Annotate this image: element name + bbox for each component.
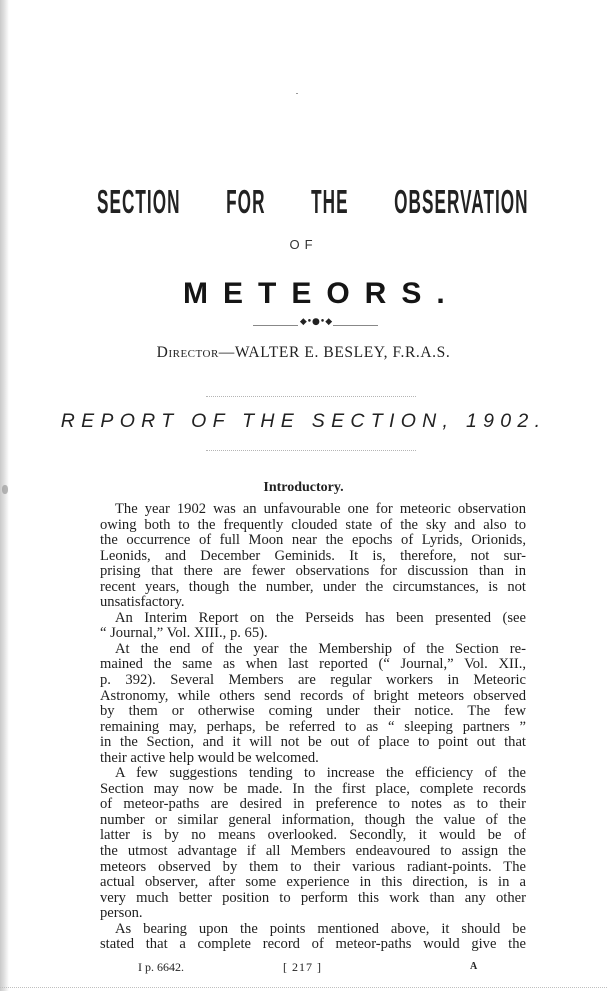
body-text	[100, 502, 526, 953]
title-ornament	[253, 317, 378, 328]
section-title-word: OBSERVATION	[394, 183, 529, 220]
text-line: the occurrence of full Moon near the epochs of Lyrids, Orionids,	[100, 532, 526, 549]
text-line: At the end of the year the Membership of the Section re-	[115, 640, 526, 657]
text-line: latter is by no means overlooked. Secondly, it would be of	[100, 827, 526, 844]
text-line: prising that there are fewer observations for discussion than in	[100, 563, 526, 580]
text-line: their active help would be welcomed.	[100, 749, 319, 766]
section-title-word: FOR	[226, 183, 266, 220]
ornament-rule-right	[333, 325, 378, 326]
signature-mark: I p. 6642.	[138, 960, 184, 974]
text-line: in the Section, and it will not be out of place to point out that	[100, 734, 526, 751]
text-line: Astronomy, while others send records of bright meteors observed	[100, 687, 526, 704]
text-line: As bearing upon the points mentioned above, it should be	[115, 920, 526, 937]
text-line: actual observer, after some experience in this direction, is in a	[100, 874, 526, 891]
dotted-rule	[206, 396, 416, 397]
section-title-word: SECTION	[97, 183, 181, 220]
text-line: Section may now be made. In the first place, complete records	[100, 780, 526, 797]
director-line	[0, 344, 607, 362]
text-line: the utmost advantage if all Members endeavoured to assign the	[100, 843, 526, 860]
text-line: remaining may, perhaps, be referred to as “ sleeping partners ”	[100, 718, 526, 735]
section-heading: Introductory.	[263, 480, 344, 495]
text-line: A few suggestions tending to increase the efficiency of the	[115, 765, 526, 782]
text-line: p. 392). Several Members are regular workers in Meteoric	[100, 672, 526, 689]
text-line: number or similar general information, though the value of the	[100, 811, 526, 828]
text-line: meteors observed by them to their various radiant-points. The	[100, 858, 526, 875]
report-title: REPORT OF THE SECTION, 1902.	[60, 410, 547, 432]
text-line: stated that a complete record of meteor-paths would give the	[100, 936, 526, 953]
text-line: owing both to the frequently clouded state of the sky and also to	[100, 516, 526, 533]
ornament-diamond-icon: ◆•●•◆	[299, 317, 333, 327]
text-line: unsatisfactory.	[100, 594, 185, 611]
text-line: “ Journal,” Vol. XIII., p. 65).	[100, 625, 268, 642]
section-title-word: THE	[311, 183, 349, 220]
page-number: [ 217 ]	[283, 960, 322, 974]
text-line: by them or otherwise coming under their notice. The few	[100, 703, 526, 720]
text-line: recent years, though the number, under the circumstances, is not	[100, 578, 526, 595]
text-line: of meteor-paths are desired in preference to notes as to their	[100, 796, 526, 813]
text-line: The year 1902 was an unfavourable one for meteoric observation	[115, 501, 526, 517]
subject-title: METEORS.	[183, 277, 460, 310]
section-title	[97, 180, 529, 224]
text-line: very much better position to perform this work than any other	[100, 889, 526, 906]
dotted-rule	[206, 450, 416, 451]
director-name: —WALTER E. BESLEY, F.R.A.S.	[218, 344, 451, 361]
director-label: DIRECTOR	[156, 344, 219, 361]
text-line: mained the same as when last reported (“ Journal,” Vol. XII.,	[100, 656, 526, 673]
text-line: person.	[100, 905, 143, 922]
page-speck	[296, 93, 298, 94]
page-footer	[0, 960, 607, 976]
title-of: OF	[289, 237, 318, 252]
text-line: An Interim Report on the Perseids has been presented (see	[115, 609, 526, 626]
page-bottom-edge	[0, 987, 607, 988]
ornament-rule-left	[253, 325, 298, 326]
text-line: Leonids, and December Geminids. It is, therefore, not sur-	[100, 547, 526, 564]
sheet-mark: A	[470, 961, 478, 972]
